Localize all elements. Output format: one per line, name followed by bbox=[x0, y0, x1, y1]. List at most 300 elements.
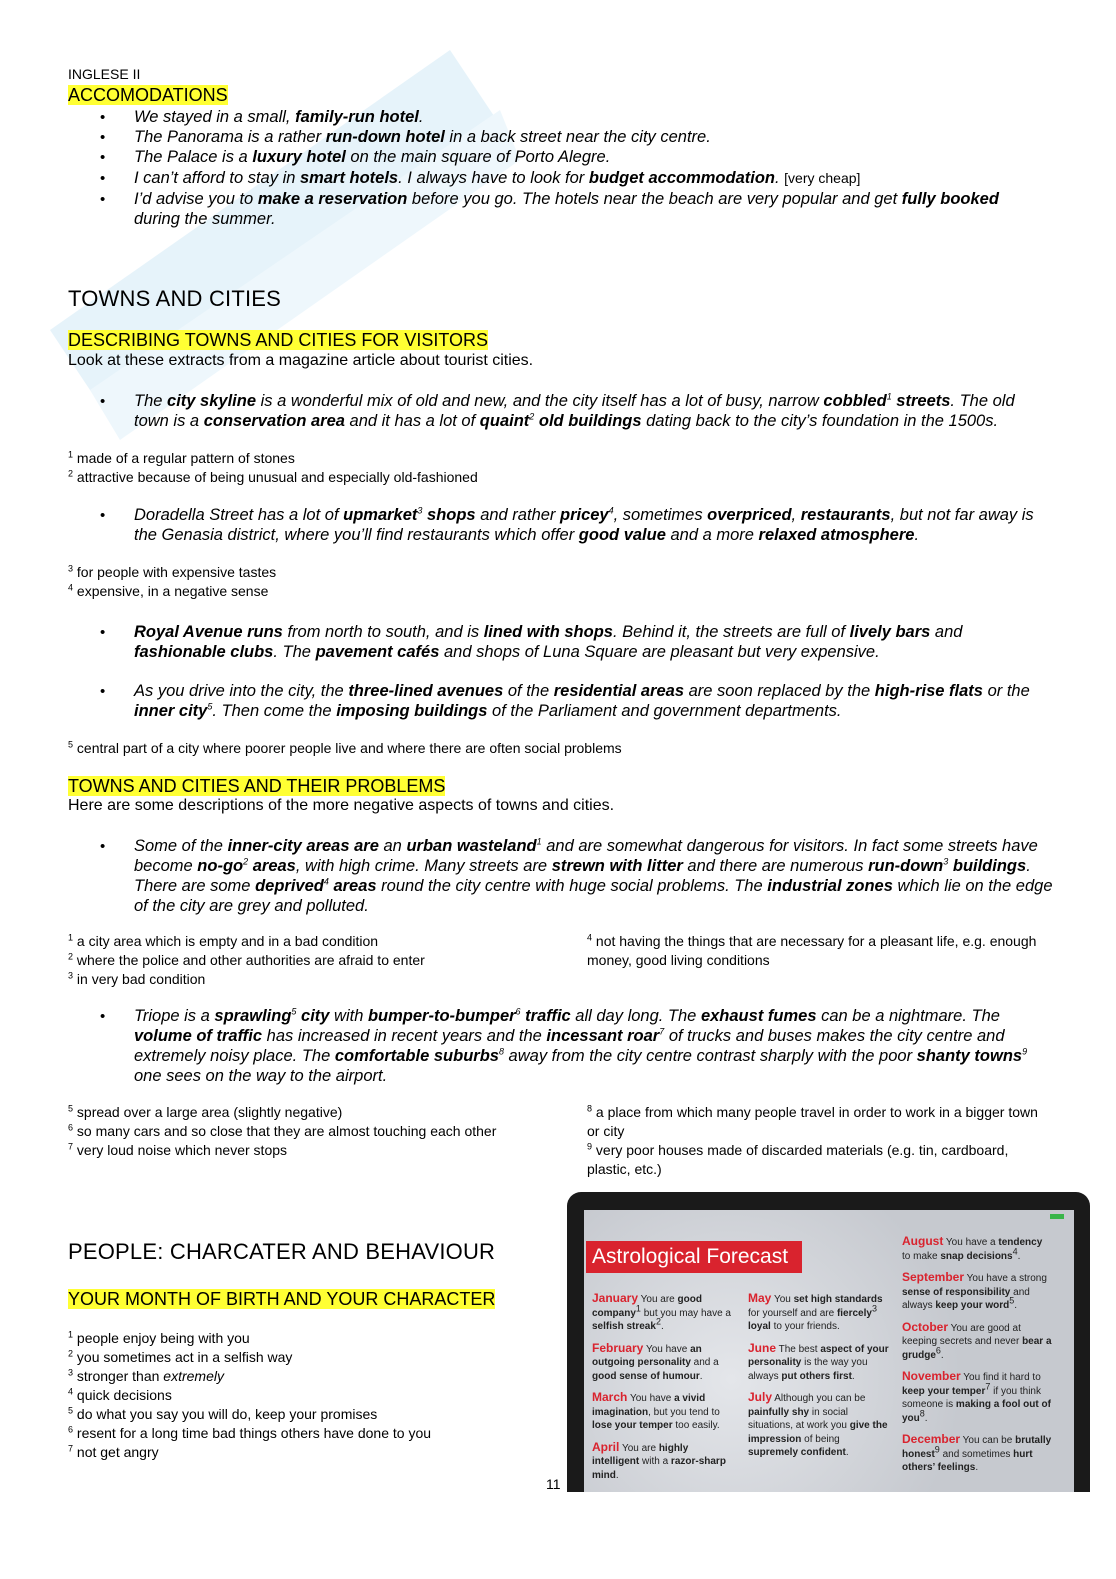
key-term: upmarket bbox=[343, 506, 418, 524]
bullet: • bbox=[100, 1008, 106, 1025]
key-term: selfish streak bbox=[592, 1321, 656, 1332]
text-run: of trucks and buses makes the city centre and extremely noisy place. The bbox=[134, 1027, 1005, 1065]
text-run: and it has a lot of bbox=[344, 412, 480, 430]
towns-title: TOWNS AND CITIES bbox=[68, 286, 282, 311]
page-number: 11 bbox=[546, 1476, 561, 1492]
text-run: . There are some bbox=[134, 857, 1031, 895]
text-run: You have a strong bbox=[964, 1273, 1047, 1284]
astro-col-1 bbox=[592, 1292, 732, 1490]
text-run: with bbox=[329, 1007, 368, 1025]
text-run: . bbox=[699, 1370, 703, 1382]
text-run: which lie on the edge of the city are grey and polluted. bbox=[134, 877, 1053, 915]
month-name: February bbox=[592, 1340, 644, 1355]
key-term: relaxed atmosphere bbox=[758, 526, 915, 544]
text-run: . bbox=[660, 1321, 664, 1332]
key-term: give the impression bbox=[748, 1420, 888, 1445]
footnote-ref: 3 bbox=[417, 505, 423, 516]
astro-entry bbox=[748, 1391, 892, 1460]
text-run: . bbox=[418, 108, 424, 126]
astro-entry bbox=[592, 1342, 732, 1384]
footnotes-5-left bbox=[68, 1103, 508, 1160]
key-term: quaint bbox=[479, 412, 530, 430]
astrology-content bbox=[567, 1192, 1090, 1492]
month-name: January bbox=[592, 1291, 639, 1305]
key-term: pavement cafés bbox=[315, 643, 440, 661]
text-run: is the way you always bbox=[748, 1357, 868, 1382]
key-term: comfortable suburbs bbox=[334, 1047, 499, 1065]
footnote-number: 5 bbox=[68, 739, 74, 750]
text-run: Although you can be bbox=[772, 1393, 866, 1404]
key-term: exhaust fumes bbox=[700, 1007, 817, 1025]
key-term: budget accommodation bbox=[588, 169, 775, 187]
key-term: hurt others’ feelings bbox=[902, 1448, 1033, 1473]
month-heading: YOUR MONTH OF BIRTH AND YOUR CHARACTER bbox=[68, 1289, 496, 1309]
text-run: You find it hard to bbox=[960, 1372, 1041, 1383]
bullet: • bbox=[100, 683, 106, 700]
text-run: of being bbox=[801, 1433, 840, 1445]
text-run: Triope is a bbox=[134, 1007, 215, 1025]
footnote bbox=[68, 1122, 508, 1141]
problems-intro: Here are some descriptions of the more negative aspects of towns and cities. bbox=[68, 797, 615, 814]
text-run: and a more bbox=[665, 526, 759, 544]
footnote bbox=[68, 1405, 538, 1424]
text-run: . bbox=[1017, 1250, 1021, 1262]
key-term: sprawling bbox=[214, 1007, 292, 1025]
page-header: INGLESE II bbox=[68, 66, 141, 82]
paragraph-drive-into-city bbox=[134, 681, 1054, 721]
footnote-number: 2 bbox=[68, 1348, 74, 1359]
astro-entry bbox=[902, 1321, 1052, 1363]
key-term: good value bbox=[578, 526, 666, 544]
text-run: I’d advise you to bbox=[134, 190, 258, 208]
text-run: if you think someone is bbox=[902, 1385, 1041, 1410]
footnote-number: 7 bbox=[68, 1443, 74, 1454]
bullet: • bbox=[100, 393, 106, 410]
key-term: lively bars bbox=[849, 623, 931, 641]
key-term: old buildings bbox=[538, 412, 642, 430]
text-run: The best bbox=[776, 1343, 821, 1355]
text-run: As you drive into the city, the bbox=[134, 682, 349, 700]
footnote-text: very poor houses made of discarded materials (e.g. tin, cardboard, plastic, etc.) bbox=[587, 1142, 1009, 1177]
note-text: [very cheap] bbox=[784, 170, 861, 186]
key-term: shanty towns bbox=[916, 1047, 1023, 1065]
footnote-text: do what you say you will do, keep your promises bbox=[73, 1406, 378, 1422]
key-term: an outgoing personality bbox=[592, 1343, 702, 1368]
month-name: March bbox=[592, 1390, 628, 1404]
text-run: The bbox=[134, 392, 168, 410]
text-run: You have bbox=[643, 1343, 691, 1355]
text-run: . bbox=[851, 1370, 855, 1382]
text-run: You can be bbox=[960, 1435, 1016, 1446]
text-run: away from the city centre contrast sharply with the poor bbox=[503, 1047, 917, 1065]
astro-entry bbox=[748, 1292, 892, 1334]
astro-col-3 bbox=[902, 1235, 1052, 1483]
key-term: good sense of humour bbox=[592, 1370, 700, 1382]
footnote bbox=[68, 582, 668, 601]
text-run: has increased in recent years and the bbox=[262, 1027, 547, 1045]
month-name: May bbox=[748, 1291, 772, 1305]
key-term: cobbled bbox=[823, 392, 887, 410]
key-term: smart hotels bbox=[300, 169, 399, 187]
footnote-text: so many cars and so close that they are almost touching each other bbox=[73, 1123, 497, 1139]
key-term: traffic bbox=[525, 1007, 571, 1025]
text-run: . The bbox=[273, 643, 316, 661]
text-run: You bbox=[771, 1294, 794, 1305]
text-run: Doradella Street has a lot of bbox=[134, 506, 344, 524]
footnote-ref: 8 bbox=[919, 1408, 925, 1419]
text-run: in social situations, at work you bbox=[748, 1406, 850, 1431]
describing-heading: DESCRIBING TOWNS AND CITIES FOR VISITORS bbox=[68, 330, 489, 350]
text-run: , with high crime. Many streets are bbox=[295, 857, 552, 875]
footnote-ref: 1 bbox=[635, 1303, 641, 1314]
text-run: of the bbox=[503, 682, 554, 700]
key-term: fiercely bbox=[836, 1307, 872, 1319]
text-run: all day long. The bbox=[570, 1007, 701, 1025]
footnote-number: 5 bbox=[68, 1405, 74, 1416]
text-run: and are somewhat dangerous for visitors. In fact some streets have become bbox=[134, 837, 1038, 875]
text-run: , sometimes bbox=[613, 506, 708, 524]
astro-entry bbox=[902, 1235, 1052, 1263]
key-term: high-rise flats bbox=[874, 682, 983, 700]
footnote bbox=[68, 449, 668, 468]
text-run: to make bbox=[902, 1250, 941, 1262]
key-term: keep your temper bbox=[902, 1385, 986, 1397]
text-run: You have bbox=[627, 1393, 675, 1404]
text-run: is a wonderful mix of old and new, and the city itself has a lot of busy, narrow bbox=[256, 392, 824, 410]
key-term: volume of traffic bbox=[134, 1027, 263, 1045]
paragraph-royal-avenue bbox=[134, 622, 1054, 662]
footnote-text: not get angry bbox=[73, 1444, 159, 1460]
footnotes-2 bbox=[68, 563, 668, 601]
footnotes-1 bbox=[68, 449, 668, 487]
text-run: one sees on the way to the airport. bbox=[134, 1067, 388, 1085]
month-name: December bbox=[902, 1432, 961, 1446]
astro-entry bbox=[902, 1370, 1052, 1425]
footnote-ref: 5 bbox=[207, 701, 213, 712]
footnote bbox=[68, 1367, 538, 1386]
text-run: , but you tend to bbox=[648, 1406, 720, 1418]
key-term: fully booked bbox=[901, 190, 999, 208]
footnote-number: 3 bbox=[68, 970, 74, 981]
astro-entry bbox=[592, 1391, 732, 1433]
key-term: making a fool out of you bbox=[902, 1399, 1051, 1424]
footnote bbox=[68, 1103, 508, 1122]
key-term: supremely confident bbox=[748, 1447, 846, 1458]
text-run: . bbox=[774, 169, 785, 187]
footnote-number: 6 bbox=[68, 1424, 74, 1435]
key-term: run-down hotel bbox=[325, 128, 445, 146]
footnote-number: 3 bbox=[68, 1367, 74, 1378]
key-term: lose your temper bbox=[592, 1420, 673, 1431]
text-run: . bbox=[1014, 1300, 1018, 1311]
key-term: luxury hotel bbox=[252, 148, 346, 166]
text-run: and bbox=[930, 623, 963, 641]
footnote bbox=[68, 970, 538, 989]
footnote-text: made of a regular pattern of stones bbox=[73, 450, 295, 466]
footnote bbox=[68, 563, 668, 582]
key-term: buildings bbox=[952, 857, 1027, 875]
month-name: November bbox=[902, 1369, 961, 1383]
footnote-ref: 4 bbox=[323, 876, 329, 887]
text-run: round the city centre with huge social problems. The bbox=[376, 877, 768, 895]
footnote-ref: 7 bbox=[659, 1026, 665, 1037]
text-run: an bbox=[378, 837, 407, 855]
paragraph-inner-city bbox=[134, 836, 1054, 916]
key-term: no-go bbox=[197, 857, 244, 875]
key-term: run-down bbox=[868, 857, 944, 875]
footnote-text: where the police and other authorities are afraid to enter bbox=[73, 952, 425, 968]
footnote-text: a place from which many people travel in order to work in a bigger town or city bbox=[587, 1104, 1038, 1139]
text-run: , but not far away is the Genasia district, where you’ll find restaurants which offer bbox=[134, 506, 1034, 544]
text-run: in a back street near the city centre. bbox=[444, 128, 711, 146]
accomodation-sentence bbox=[134, 147, 1034, 167]
key-term: painfully shy bbox=[748, 1406, 810, 1418]
text-run: or the bbox=[982, 682, 1030, 700]
footnote-text: expensive, in a negative sense bbox=[73, 583, 269, 599]
text-run: You have a bbox=[943, 1237, 999, 1248]
key-term: a vivid imagination bbox=[592, 1393, 706, 1418]
text-run: You are bbox=[619, 1442, 659, 1454]
text-run: Some of the bbox=[134, 837, 228, 855]
footnote-text: attractive because of being unusual and especially old-fashioned bbox=[73, 469, 478, 485]
key-term: restaurants bbox=[800, 506, 891, 524]
key-term: brutally honest bbox=[902, 1435, 1052, 1460]
footnote-ref: 5 bbox=[291, 1006, 297, 1017]
footnote-number: 1 bbox=[68, 449, 74, 460]
footnote-ref: 7 bbox=[985, 1381, 991, 1392]
text-run: and a bbox=[690, 1357, 719, 1368]
footnote-number: 4 bbox=[587, 932, 593, 943]
footnote-number: 1 bbox=[68, 932, 74, 943]
text-run: and sometimes bbox=[939, 1448, 1014, 1460]
footnote-number: 2 bbox=[68, 951, 74, 962]
key-term: lined with shops bbox=[483, 623, 613, 641]
footnote-number: 1 bbox=[68, 1329, 74, 1340]
astro-entry bbox=[592, 1292, 732, 1334]
footnote-number: 5 bbox=[68, 1103, 74, 1114]
footnote-number: 4 bbox=[68, 1386, 74, 1397]
footnote-ref: 6 bbox=[935, 1345, 941, 1356]
key-term: incessant roar bbox=[546, 1027, 660, 1045]
footnote bbox=[68, 932, 538, 951]
key-term: inner city bbox=[134, 702, 208, 720]
text-run: I can’t afford to stay in bbox=[134, 169, 300, 187]
problems-heading: TOWNS AND CITIES AND THEIR PROBLEMS bbox=[68, 776, 446, 796]
footnote-number: 6 bbox=[68, 1122, 74, 1133]
astro-entry bbox=[748, 1342, 892, 1384]
footnotes-4-left bbox=[68, 932, 538, 989]
describing-intro: Look at these extracts from a magazine article about tourist cities. bbox=[68, 352, 534, 369]
astro-entry bbox=[902, 1433, 1052, 1475]
footnote-text: in very bad condition bbox=[73, 971, 206, 987]
footnote bbox=[587, 1103, 1047, 1141]
key-term: overpriced bbox=[707, 506, 792, 524]
key-term: snap decisions bbox=[940, 1250, 1013, 1262]
bullet: • bbox=[100, 191, 106, 208]
text-run: . I always have to look for bbox=[398, 169, 589, 187]
footnote-ref: 4 bbox=[1012, 1246, 1018, 1257]
key-term: sense of responsibility bbox=[902, 1286, 1011, 1298]
footnote-text: a city area which is empty and in a bad condition bbox=[73, 933, 379, 949]
footnote-text: stronger than bbox=[73, 1368, 164, 1384]
footnote-text: spread over a large area (slightly negative) bbox=[73, 1104, 343, 1120]
key-term: put others first bbox=[781, 1370, 852, 1382]
footnote-text: for people with expensive tastes bbox=[73, 564, 277, 580]
text-run: . bbox=[615, 1469, 619, 1481]
text-run: . bbox=[975, 1462, 979, 1473]
key-term: good company bbox=[592, 1294, 702, 1319]
text-run: with a bbox=[639, 1456, 671, 1467]
text-run: . bbox=[845, 1447, 849, 1458]
text-run: You are bbox=[638, 1294, 678, 1305]
accomodations-heading: ACCOMODATIONS bbox=[68, 85, 228, 105]
footnote-ref: 6 bbox=[515, 1006, 521, 1017]
bullet: • bbox=[100, 109, 106, 126]
accomodation-sentence bbox=[134, 189, 1034, 229]
key-term: conservation area bbox=[203, 412, 345, 430]
month-name: June bbox=[748, 1340, 777, 1355]
paragraph-doradella bbox=[134, 505, 1054, 545]
footnote-text: you sometimes act in a selfish way bbox=[73, 1349, 293, 1365]
bullet: • bbox=[100, 129, 106, 146]
text-run: of the Parliament and government departments. bbox=[487, 702, 842, 720]
footnote bbox=[68, 1443, 538, 1462]
key-term: shops bbox=[427, 506, 476, 524]
text-run: and there are numerous bbox=[682, 857, 869, 875]
text-run: before you go. The hotels near the beach are very popular and get bbox=[407, 190, 902, 208]
text-run: . Behind it, the streets are full of bbox=[612, 623, 850, 641]
footnote-ref: 9 bbox=[1022, 1046, 1028, 1057]
footnote-ref: 8 bbox=[498, 1046, 504, 1057]
key-term: urban wasteland bbox=[406, 837, 537, 855]
key-term: areas bbox=[252, 857, 296, 875]
text-run: The Panorama is a rather bbox=[134, 128, 326, 146]
footnotes-4-right bbox=[587, 932, 1047, 970]
text-run: to your friends. bbox=[770, 1321, 840, 1332]
footnote bbox=[68, 739, 868, 758]
key-term: bear a grudge bbox=[902, 1336, 1052, 1361]
footnote bbox=[68, 1386, 538, 1405]
paragraph-skyline bbox=[134, 391, 1054, 431]
text-run: . bbox=[914, 526, 920, 544]
month-name: October bbox=[902, 1319, 949, 1334]
accomodation-sentence bbox=[134, 107, 1034, 127]
footnote bbox=[68, 1329, 538, 1348]
footnote bbox=[587, 932, 1047, 970]
key-term: family-run hotel bbox=[295, 108, 419, 126]
footnote-ref: 1 bbox=[536, 836, 542, 847]
footnote bbox=[68, 1141, 508, 1160]
text-run: The Palace is a bbox=[134, 148, 253, 166]
astro-entry bbox=[592, 1441, 732, 1483]
text-run: from north to south, and is bbox=[282, 623, 484, 641]
key-term: strewn with litter bbox=[551, 857, 683, 875]
key-term: deprived bbox=[255, 877, 324, 895]
key-term: aspect of your personality bbox=[748, 1343, 889, 1368]
footnote-ref: 5 bbox=[1009, 1295, 1015, 1306]
text-run: . Then come the bbox=[212, 702, 337, 720]
key-term: Royal Avenue runs bbox=[134, 623, 283, 641]
bullet: • bbox=[100, 149, 106, 166]
footnote-ref: 2 bbox=[655, 1316, 661, 1327]
footnote-text: people enjoy being with you bbox=[73, 1330, 250, 1346]
key-term: city bbox=[301, 1007, 330, 1025]
footnote bbox=[68, 468, 668, 487]
footnote-number: 4 bbox=[68, 582, 74, 593]
text-run: dating back to the city’s foundation in the 1500s. bbox=[641, 412, 999, 430]
text-run: too easily. bbox=[672, 1420, 720, 1431]
key-term: bumper-to-bumper bbox=[367, 1007, 516, 1025]
footnote-text: not having the things that are necessary for a pleasant life, e.g. enough money, good living conditions bbox=[587, 933, 1037, 968]
text-run: We stayed in a small, bbox=[134, 108, 296, 126]
people-footnotes bbox=[68, 1329, 538, 1462]
key-term: set high standards bbox=[793, 1294, 883, 1305]
people-title: PEOPLE: CHARCATER AND BEHAVIOUR bbox=[68, 1239, 496, 1264]
footnote bbox=[68, 1348, 538, 1367]
footnote-text: quick decisions bbox=[73, 1387, 172, 1403]
astro-col-2 bbox=[748, 1292, 892, 1468]
text-run: and always bbox=[902, 1286, 1030, 1311]
footnote-text: resent for a long time bad things others have done to you bbox=[73, 1425, 432, 1441]
bullet: • bbox=[100, 507, 106, 524]
text-run: . The old town is a bbox=[134, 392, 1015, 430]
astro-entry bbox=[902, 1271, 1052, 1313]
key-term: imposing buildings bbox=[336, 702, 488, 720]
key-term: fashionable clubs bbox=[134, 643, 274, 661]
key-term: industrial zones bbox=[767, 877, 893, 895]
text-run: You are good at keeping secrets and never bbox=[902, 1322, 1023, 1347]
text-run: during the summer. bbox=[134, 210, 276, 228]
month-name: April bbox=[592, 1439, 620, 1454]
text-run: and shops of Luna Square are pleasant but very expensive. bbox=[439, 643, 880, 661]
footnote-text: central part of a city where poorer people live and where there are often social problems bbox=[73, 740, 622, 756]
key-term: loyal bbox=[748, 1321, 771, 1332]
footnote-ref: 2 bbox=[243, 856, 249, 867]
key-term: highly intelligent bbox=[592, 1442, 689, 1467]
key-term: inner-city areas are bbox=[227, 837, 379, 855]
text-run: and rather bbox=[475, 506, 560, 524]
footnote bbox=[68, 1424, 538, 1443]
key-term: tendency bbox=[998, 1237, 1043, 1248]
month-name: September bbox=[902, 1270, 965, 1284]
key-term: three-lined avenues bbox=[348, 682, 504, 700]
footnote bbox=[587, 1141, 1047, 1179]
text-run: but you may have a bbox=[640, 1307, 731, 1319]
key-term: pricey bbox=[560, 506, 609, 524]
footnote-number: 7 bbox=[68, 1141, 74, 1152]
footnote-number: 8 bbox=[587, 1103, 593, 1114]
footnotes-5-right bbox=[587, 1103, 1047, 1179]
footnote-ref: 1 bbox=[886, 391, 892, 402]
footnote-number: 3 bbox=[68, 563, 74, 574]
text-run: can be a nightmare. The bbox=[816, 1007, 1000, 1025]
footnote-ref: 4 bbox=[608, 505, 614, 516]
accomodation-sentence bbox=[134, 127, 1034, 147]
accomodation-sentence bbox=[134, 168, 1034, 188]
footnote-number: 9 bbox=[587, 1141, 593, 1152]
footnote-number: 2 bbox=[68, 468, 74, 479]
text-run: for yourself and are bbox=[748, 1307, 837, 1319]
footnote-ref: 3 bbox=[871, 1303, 877, 1314]
key-term: city skyline bbox=[167, 392, 257, 410]
bullet: • bbox=[100, 170, 106, 187]
key-term: keep your word bbox=[935, 1300, 1010, 1311]
key-term: areas bbox=[333, 877, 377, 895]
footnote bbox=[68, 951, 538, 970]
text-run: . bbox=[924, 1412, 928, 1424]
bullet: • bbox=[100, 624, 106, 641]
footnote-emphasis: extremely bbox=[163, 1368, 224, 1384]
